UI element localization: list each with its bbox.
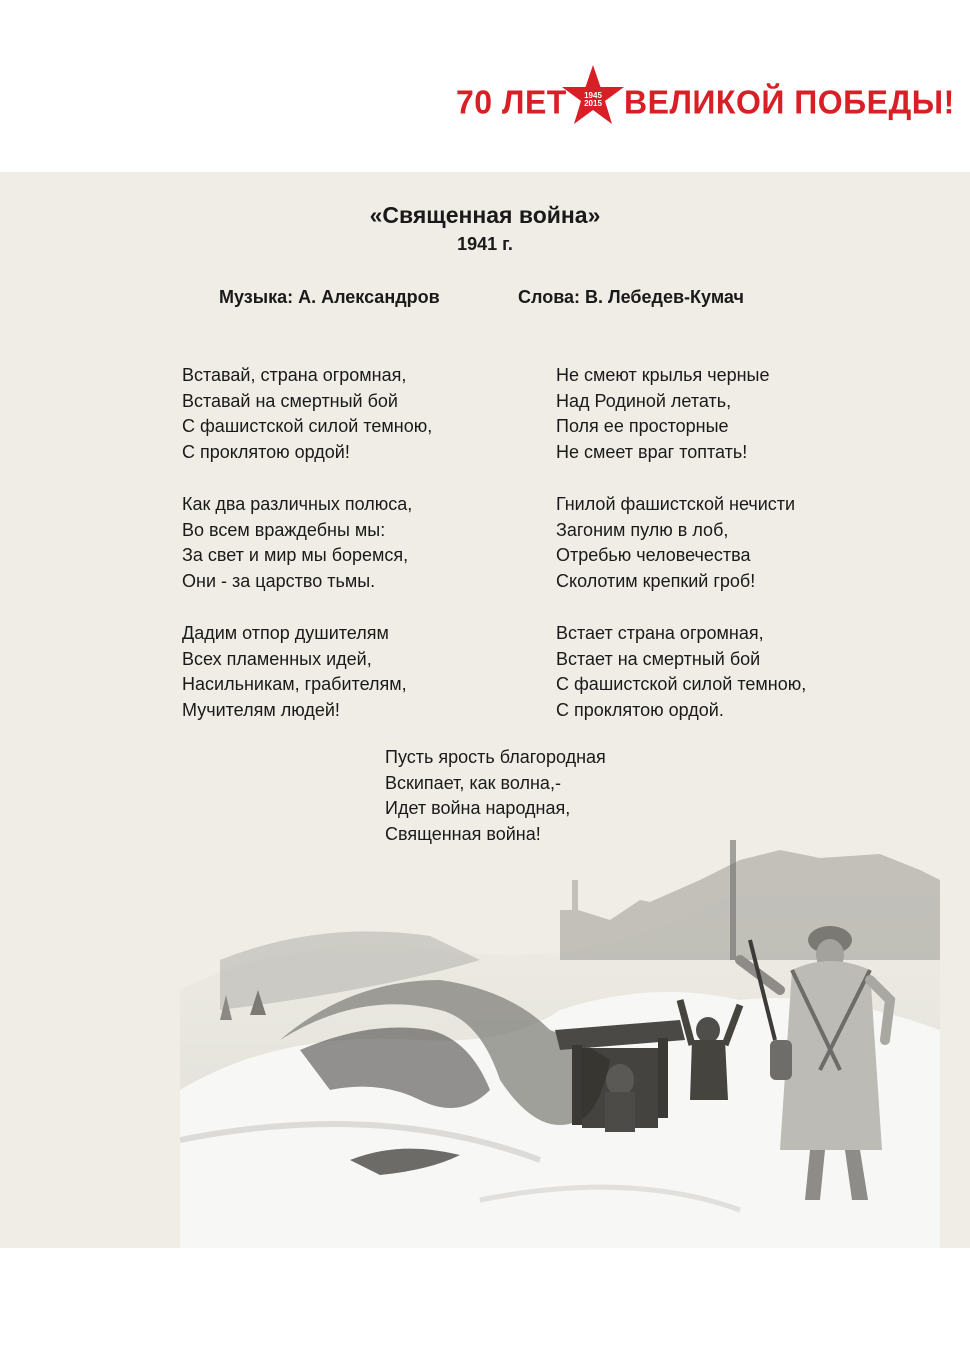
- verse-line: С фашистской силой темною,: [556, 674, 807, 694]
- verse-line: За свет и мир мы боремся,: [182, 545, 409, 565]
- verse-line: Вставай, страна огромная,: [182, 365, 407, 385]
- verse-line: Мучителям людей!: [182, 699, 340, 720]
- page-header: [0, 0, 970, 172]
- verse-line: Идет война народная,: [385, 798, 571, 818]
- verse-line: Встает страна огромная,: [556, 623, 764, 643]
- verse-line: Дадим отпор душителям: [182, 623, 389, 643]
- logo-text-velikoy-pobedy: ВЕЛИКОЙ ПОБЕДЫ!: [624, 83, 955, 121]
- song-year: 1941 г.: [457, 234, 513, 254]
- verse-line: Вскипает, как волна,-: [385, 772, 561, 793]
- star-year-top: 1945: [584, 91, 602, 100]
- verse-line: Гнилой фашистской нечисти: [556, 494, 796, 514]
- verse-2: [182, 492, 412, 594]
- verse-line: Насильникам, грабителям,: [182, 674, 407, 694]
- verse-5: [556, 492, 795, 594]
- verse-line: Над Родиной летать,: [556, 390, 732, 411]
- song-title: «Священная война»: [369, 202, 601, 228]
- words-credit: Слова: В. Лебедев-Кумач: [518, 287, 744, 307]
- verse-3: [182, 621, 407, 723]
- verse-line: С фашистской силой темною,: [182, 416, 433, 436]
- verse-line: Загоним пулю в лоб,: [556, 519, 729, 540]
- winter-war-illustration: [180, 840, 940, 1248]
- verse-line: С проклятою ордой.: [556, 699, 724, 720]
- verse-line: Сколотим крепкий гроб!: [556, 570, 756, 591]
- verse-line: Не смеет враг топтать!: [556, 441, 748, 462]
- verse-7-refrain: [385, 745, 606, 847]
- verse-line: Как два различных полюса,: [182, 494, 413, 514]
- victory-70-logo: [456, 62, 955, 134]
- verse-4: [556, 363, 770, 465]
- verse-line: Они - за царство тьмы.: [182, 570, 376, 591]
- verse-line: Всех пламенных идей,: [182, 648, 372, 669]
- verse-line: Пусть ярость благородная: [385, 747, 606, 767]
- star-year-bottom: 2015: [584, 99, 602, 108]
- verse-line: Вставай на смертный бой: [182, 390, 398, 411]
- music-credit: Музыка: А. Александров: [219, 287, 440, 307]
- red-star-icon: [561, 64, 625, 128]
- verse-line: Во всем враждебны мы:: [182, 519, 386, 540]
- verse-line: Отребью человечества: [556, 545, 751, 565]
- verse-line: Не смеют крылья черные: [556, 365, 770, 385]
- verse-line: Священная война!: [385, 823, 541, 844]
- verse-line: Встает на смертный бой: [556, 648, 761, 669]
- logo-text-70-let: 70 ЛЕТ: [456, 83, 567, 121]
- verse-1: [182, 363, 432, 465]
- verse-line: С проклятою ордой!: [182, 441, 350, 462]
- verse-6: [556, 621, 806, 723]
- verse-line: Поля ее просторные: [556, 416, 729, 436]
